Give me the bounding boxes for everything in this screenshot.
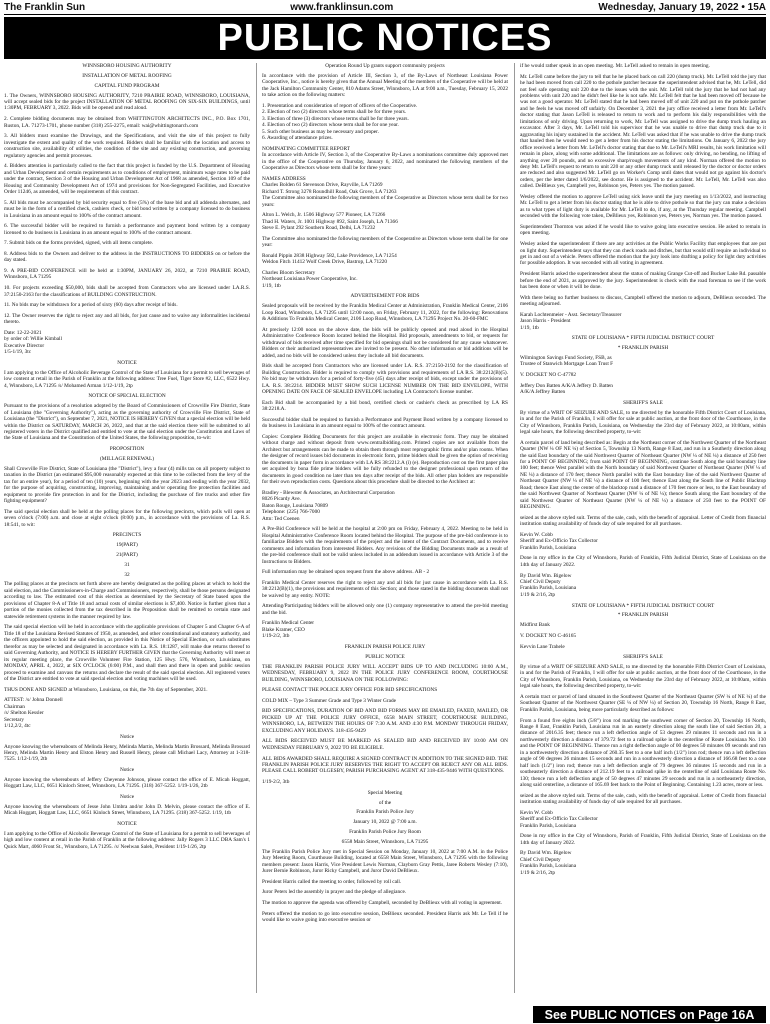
notice-text: Franklin Medical Center: [262, 620, 315, 627]
notice-text: Kevvin Lane Trahele: [520, 643, 565, 650]
continued-banner[interactable]: See PUBLIC NOTICES on Page 16A: [533, 1006, 766, 1023]
notice-text: 2. Complete bidding documents may be obtained from WHITTINGTON ARCHITECTS INC., P.O. Box 1701, Ruston, LA. 71273-1701, phone number (318) 255-2275, email: wai@whittingtonarch.com: [4, 116, 250, 129]
notice-text: 3. All bidders must examine the Drawings, and the Specifications, and visit the site of this project to fully investigate the extent and quality of the work required. Bidders shall be familiar with the location and access to construction site, availability of utilities, the condition of the site and any existing construction, and governing regulatory agencies and permit processes.: [4, 133, 250, 159]
notice-text: Successful bidder shall be required to furnish a Performance and Payment Bond written by a company licensed to do business in Louisiana in an amount equal to 100% of the contract amount.: [262, 416, 508, 430]
notice-heading: 19(PART): [116, 542, 138, 549]
notice-text: Jason Harris - President: [520, 318, 571, 325]
notice-heading: INSTALLATION OF METAL ROOFING: [82, 72, 172, 79]
notice-text: NAMES ADDRESS: [262, 175, 306, 182]
column-divider: [514, 63, 515, 993]
notice-text: The said special election shall be held at the polling places for the following precincts, which polls will open at seven o'clock (7:00) a.m. and close at eight o'clock (8:00) p.m., in accordance with the provisions of La. R.S. 18:541, to wit:: [4, 508, 250, 528]
notice-text: Peters offered the motion to go into executive session, DeBlieux seconded. President Harris ask Mr. Le Tell if he would like to waive going into executive session or: [262, 910, 508, 924]
notice-heading: SHERIFF'S SALE: [623, 399, 663, 406]
notice-text: Shall Crowville Fire District, State of Louisiana (the "District"), levy a four (4) mills tax on all property subject to taxation in the District (an estimated $95,000 reasonably expected at this time to be collected from the levy of the tax for an entire year), for a period of ten (10) years, beginning with the year 2023 and ending with the year 2032, for the purpose of acquiring, constructing, improving, maintaining and/or operating fire protection facilities and equipment to provide fire protection in and for the District, including the purchase of fire trucks and other fire fighting equipment?: [4, 465, 250, 505]
notice-text: COLD MIX – Type 3 Summer Grade and Type 3 Winter Grade: [262, 697, 396, 704]
notice-heading: NOTICE: [117, 359, 137, 366]
notice-text: /s/ Shelton Kessler: [4, 710, 44, 717]
notice-text: 1. The Owners, WINNSBORO HOUSING AUTHORITY, 7210 PRAIRIE ROAD, WINNSBORO, LOUISIANA, will accept sealed bids for the project INSTALLATION OF METAL ROOFING ON SIX-SIX BUILDINGS, until 1:30PM, FEBRUARY 3, 2022. Bids will be opened and read aloud.: [4, 92, 250, 112]
notice-text: Done in my office in the City of Winnsboro, Parish of Franklin, Fifth Judicial District, State of Louisiana on the 14th day of January 2022.: [520, 555, 766, 568]
notice-text: Franklin Parish, Louisiana: [520, 585, 577, 592]
notice-text: 1/12,2/2, 4tc: [4, 723, 31, 730]
notice-heading: Special Meeting: [367, 789, 403, 796]
notice-text: Sheriff and Ex-Officio Tax Collector: [520, 816, 598, 823]
notice-text: Attending/Participating bidders will be allowed only one (1) company representative to attend the pre-bid meeting and the bid.: [262, 603, 508, 616]
notice-text: I am applying to the Office of Alcoholic Beverage Control of the State of Louisiana for a permit to sell beverages of high and low content at retail in the Parish of Franklin at the following address: Jally Rogers 3 LLC DBA Sam's 1 Quick Mart, 4060 Front St., Winnsboro, LA 71295. /s/ Neelwan Saleh, President 1/19-1/26, 2tp: [4, 830, 250, 850]
notice-text: Jeffery Don Batten A/K/A Jeffery D. Batten: [520, 382, 613, 389]
notice-text: I am applying to the Office of Alcoholic Beverage Control of the State of Louisiana for a permit to sell beverages of low content at retail in the Parish of Franklin at the following address: Tree Fuel, Tiger Store #2, LLC, 6522 Hwy. 4, Winnsboro, LA 71295 /s/ Mohamed Arman 1/12-1/19, 2tp: [4, 369, 250, 389]
column-divider: [256, 63, 257, 993]
notice-text: Northeast Louisiana Power Cooperative, Inc.: [262, 276, 358, 283]
notice-text: 12. The Owner reserves the right to reject any and all bids, for just cause and to waive any informalities incidental thereto.: [4, 312, 250, 326]
notice-text: Franklin Medical Center reserves the right to reject any and all bids for just cause in accordance with La. R.S. 38:2212(B)(1), the provisions and requirements of this Section; and those stated in the bidding documents shall not be waived by any entity. NOTE:: [262, 579, 508, 599]
column-1: [4, 63, 250, 993]
notice-text: Thad H. Waters, Jr. 1001 Highway 892, Saint Joseph, LA 71366: [262, 218, 398, 225]
notice-heading: Operation Round Up grants support community projects: [325, 63, 445, 69]
notice-text: Karah Lochtenmeier - Asst. Secretary/Treasurer: [520, 311, 622, 318]
notice-text: ALL BIDS AWARDED SHALL REQUIRE A SIGNED CONTRACT IN ADDITION TO THE SIGNED BID. THE FRANKLIN PARISH POLICE JURY RESERVES THE RIGHT TO ACCEPT OR REJECT ANY OR ALL BIDS. PLEASE CALL ROBERT OLGESBY, PARISH PURCHASING AGENT AT 318-435-9446 WITH QUESTIONS.: [262, 755, 508, 775]
notice-text: The Franklin Parish Police Jury met in Special Session on Monday, January 10, 2022 at 7:00 A.M. in the Police Jury Meeting Room, Courthouse Building, located at 6558 Main Street, Winnsboro, LA 71295 with the following members present: Jason Harris, Vice President Lewis Norman, Clayborn Gray Pettis, Jaree Roberts Wesley (7:10), Jurer Bernie Robinson, Juror Ricky Campbell, and Juror David DeBlieux.: [262, 848, 508, 875]
notice-text: Blake Kramer, CEO: [262, 626, 305, 633]
notice-text: Sheriff and Ex-Officio Tax Collector: [520, 538, 598, 545]
notice-text: 10. For projects exceeding $50,000, bids shall be accepted from Contractors who are licensed under LA.R.S. 37:2150-2163 for the classifications of BUILDING CONSTRUCTION.: [4, 285, 250, 298]
notice-heading: Notice: [119, 767, 135, 774]
notice-heading: FRANKLIN PARISH POLICE JURY: [344, 643, 426, 650]
notice-text: A Pre-Bid Conference will be held at the hospital at 2:00 pm on Friday, February 4, 2022. Meeting to be held in Hospital Administrative Conference Room located behind the Hospital. The purpose of the pre-bid conference is to familiarize Bidders with the requirements of the project and the intent of the Contract Documents, and to receive comments and information from interested Bidders. Any revisions of the Bidding Documents made as a result of the pre-bid conference shall not be valid unless included in an addendum issued in accordance with Article 3 of the Instructions to Bidders.: [262, 526, 508, 565]
notice-text: Mr. LeTell came before the jury to tell that he he placed back on call 220 (dump truck). Mr. LeTell told the jury that he had been moved from call 220 to the pothole patcher because the superintendent advised that he, Mr. LeTell, did not feel safe operating unit 220 due to the issues with the unit. Mr. LeTell told the jury that he had not had any problems with unit 220 and he didn't feel like he is not safe. Mr. LeTell felt that he had been moved off because he was not a good operator. Mr. LeTell stated that he had been moved off of unit 220 and put on the pothole patcher and he feels he was moved off unfairly. On December 3, 2021 the jury office received a letter from Mr. LeTell's doctor stating that Jason LeTell is released to return to work and to perform his daily responsibilities with the limitations of only driving. Upon returning to work, Mr. LeTell was assigned to drive the dump truck hauling an excavator. After 3 days, Mr. LeTell told his supervisor that he was unable to drive that dump truck due to it aggravating his injury sustained in the accident. Mr. LeTell was asked that if he was unable to drive the dump truck that hauled then he would need to get a letter from his doctor stating the limitations. On January 6, 2022 the jury office received a letter from Mr. LeTell's doctor stating that due to Mr. LeTell's MRI results, his work limitation will remain in place, along with some additional. The limitations are as follows: only driving, no bending, no lifting of anything over 20 pounds, and no excessive sharp/rough movements of any kind. Norman offered the motion to deny Mr. LeTell's request to return to unit 220 or any other dump truck until released by the doctor or doctor orders are reduced and also suggested Mr. LeTell go on Worker's Comp until dates that would not go against his doctor's orders, per the letter dated 1/6/2022, see doctor. He is assigned to the accident. Mr. LeTell, Mr. LeTell was also called. DeBlieux yes, Campbell yes, Robinson yes, Peters yes. The motion passed.: [520, 73, 766, 190]
notice-text: seized as the above styled suit. Terms of the sale, cash, with the benefit of appraisal. Letter of Credit from financial institution stating availability of funds day of sale required for all purchases.: [520, 514, 766, 528]
notice-text: The said special election will be held in accordance with the applicable provisions of Chapter 5 and Chapter 6-A of Title 18 of the Louisiana Revised Statutes of 1950, as amended, and other constitutional and statutory authority, and the officers appointed to hold the said election, as provided in this Notice of Special Election, or such substitutes therefor as may be selected and designated in accordance with La. R.S. 18:1287, will make due returns thereof to said Governing Authority, and NOTICE IS HEREBY FURTHER GIVEN that the Governing Authority will meet at its regular meeting place, the Crowville Volunteer Fire Station, 125 Hwy. 576, Winnsboro, Louisiana, on MONDAY, APRIL 4, 2022, at SIX O'CLOCK (6:00) P.M., and shall then and there in open and public session proceed to examine and canvass the returns and declare the result of the said special election. All registered voters of the District are entitled to vote at said special election and voting machines will be used.: [4, 624, 250, 682]
notice-heading: Franklin Parish Police Jury: [356, 809, 414, 816]
notice-text: With there being no further business to discuss, Campbell offered the motion to adjourn, DeBlieux seconded. The meeting adjourned.: [520, 294, 766, 308]
notice-heading: STATE OF LOUISIANA * FIFTH JUDICIAL DISTRICT COURT: [571, 335, 715, 342]
notice-heading: NOTICE: [117, 820, 137, 827]
notice-heading: PRECINCTS: [112, 532, 142, 539]
page-header: [4, 0, 766, 14]
notice-text: Pursuant to the provisions of a resolution adopted by the Board of Commissioners of Crowville Fire District, State of Louisiana (the "Governing Authority"), acting as the governing authority of Crowville Fire District, State of Louisiana (the "District"), on September 7, 2021, NOTICE IS HEREBY GIVEN that a special election will be held within the District on SATURDAY, MARCH 26, 2022, and that at the said election there will be submitted to all registered voters in the District qualified and entitled to vote at the said election under the Constitution and Laws of the State of Louisiana and the Constitution of the United States, the following proposition, to-wit:: [4, 403, 250, 442]
notice-text: 3. Election of three (3) directors whose terms shall be for three years.: [262, 115, 409, 122]
notice-text: THE FRANKLIN PARISH POLICE JURY WILL ACCEPT BIDS UP TO AND INCLUDING 10:00 A.M., WEDNESDAY, FEBRUARY 9, 2022 IN THE POLICE JURY CONFERENCE ROOM, COURTHOUSE BUILDING, WINNSBORO, LOUISIANA ON THE FOLLOWING:: [262, 663, 508, 683]
notice-text: From a found five eights inch (5/8") iron rod marking the southwest corner of Section 20, Township 16 North, Range 8 East, Franklin Parish, Louisiana run in an easterly direction along the south line of said Section 20, a distance of 2016.35 feet; thence run a left deflection angle of 53 degrees 29 minutes 11 seconds and run in a northwesterly direction a distance of 379.72 feet to a railroad spike in the centerline of Route Louisiana No. 130 and the POINT OF BEGINNING. Thence run a right deflection angle of 00 degrees 50 minutes 09 seconds and run in a northwesterly direction a distance of 260.35 feet to a one half inch (1/2") iron rod; thence run a left deflection angle of 90 degrees 26 minutes 15 seconds and run in a southwesterly direction a distance of 166.68 feet to a one half inch (1/2") iron rod; thence run a left deflection angle of 79 degrees 36 minutes 15 seconds and run in a southeasterly direction a distance of 212.19 feet to a railroad spike in the centerline of said Louisiana Route No. 130; thence run a left deflection angle of 50 degrees 47 minutes 29 seconds and run in a northeasterly direction, along said centerline, a distance of 165.69 feet back to the Point of Beginning. Containing 1.23 acres, more or less.: [520, 717, 766, 789]
notice-heading: Franklin Parish Police Jury Room: [349, 829, 421, 836]
notice-text: A/K/A Jeffrey Batten: [520, 389, 566, 396]
notice-text: 1/19 & 2/16, 2tp: [520, 869, 556, 876]
notice-heading: January 10, 2022 @ 7:00 a.m.: [353, 819, 417, 826]
issue-date: Wednesday, January 19, 2022 • 15A: [598, 1, 766, 13]
notice-heading: PUBLIC NOTICE: [365, 653, 405, 660]
notice-heading: WINNSBORO HOUSING AUTHORITY: [82, 63, 172, 69]
notice-text: 6. The successful bidder will be required to furnish a performance and payment bond written by a company licensed to do business in Louisiana in an amount equal to 100% of the contract amount.: [4, 223, 250, 236]
notice-text: Anyone knowing the whereabouts of Melinda Henry, Melinda Martin, Melinda Martin Brossard, Melinda Brossard Henry, Melinda Martin Henry and Elston Henry and Russell Henry, please call Michael Lacy, Attorney at 1-318-7525. 1/12-1/19, 2tb: [4, 743, 250, 763]
notice-text: Kevin W. Cobb: [520, 531, 553, 538]
notice-text: A certain parcel of land being described as: Begin at the Northeast corner of the Northwest Quarter of the Northeast Quarter (NW ¼ OF NE ¼) of Section 5, Township 13 North, Range 8 East, and run in a Southerly direction along the said East boundary of the said Northwest Quarter of Northeast Quarter (NW ¼ of NE ¼) a distance of 250 feet for a POINT OF BEGINNING; from said POINT OF BEGINNING, continue South along the said boundary line 100 feet; thence West parallel with the North boundary of said Northwest Quarter of Northeast Quarter (NW ¼ of NE ¼) a distance of 170 feet; thence North parallel with the East boundary line of the said Northwest Quarter of Northeast Quarter (NW ¼ of NE ¼) a distance of 100 feet; thence East along the South line of Public Blacktop Road; thence East along the center of the blacktop road a distance of 170 feet more or less, to the East boundary of the said Northwest Quarter of Northeast Quarter (NW ¼ of NE ¼); thence South along the East boundary of the said Northwest Quarter of Northeast Quarter (NW ¼ of NE ¼) a distance of 250 feet to the POINT OF BEGINNING.: [520, 439, 766, 511]
notice-text: NOMINATING COMMITTEE REPORT: [262, 145, 350, 152]
notice-text: Charles Bloom Secretary: [262, 269, 316, 276]
notice-text: Sealed proposals will be received by the Franklin Medical Center at Administration, Franklin Medical Center, 2106 Loop Road, Winnsboro, LA 71295 until 12:00 noon, on Friday, February 11, 2022, for the following: Renovations & Additions To Franklin Medical Center, 2106 Loop Road, Winnsboro, LA 71295 Project No. 20-60-FMC: [262, 303, 508, 323]
notice-text: Anyone knowing the whereabouts of Jeffery Cheyenne Johnson, please contact the office of E. Micah Hoggatt, Hoggatt Law, LLC, 6651 Kinloch Street, Winnsboro, LA 71295. (318) 367-5252. 1/19-1/26, 2tb: [4, 776, 250, 790]
notice-text: 11. No bids may be withdrawn for a period of sixty (60) days after receipt of bids.: [4, 302, 178, 309]
notice-text: PLEASE CONTACT THE POLICE JURY OFFICE FOR BID SPECIFICATIONS: [262, 687, 438, 694]
notice-text: BID SPECIFICATIONS, DURATION OF BID AND BID FORMS MAY BE EMAILED, FAXED, MAILED, OR PICKED UP AT THE POLICE JURY OFFICE, 6558 MAIN STREET, COURTHOUSE BUILDING, WINNSBORO, LA, BETWEEN THE HOURS OF 7:30 A.M. AND 4:30 P.M. MONDAY THROUGH FRIDAY, EXCLUDING ANY HOLIDAYS. 318-435-9429: [262, 708, 508, 734]
notice-heading: 6558 Main Street, Winnsboro, LA 71295: [341, 838, 429, 845]
notice-text: 5. All bids must be accompanied by bid security equal to five (5%) of the base bid and all addenda alternates, and must be in the form of a certified check, cashiers check, or bid bond written by a company licensed to do business in Louisiana in an amount equal to 100% of the contract amount.: [4, 199, 250, 219]
notice-text: Copies: Complete Bidding Documents for this project are available in electronic form. They may be obtained without charge and without deposit from www.centralbidding.com. Printed copies are not available from the Architect but arrangements can be made to obtain them through most reprographic firms and/or plan rooms. When the designer of record issues bid documents in electronic form, prime bidders shall be given the option of receiving the documents in paper form in accordance with LA RS 38:2212.A (i) (e). Reproduction cost on the first paper plan set acquired by bona fide prime bidders will be fully refunded to the designer professional upon return of the documents in good condition no later than ten days after receipt of the bids. All other plan holders are responsible for their own reproduction costs. Questions about this procedure shall be directed to the Architect at:: [262, 433, 508, 486]
notice-text: In accordance with the provision of Article III, Section 3, of the By-Laws of Northeast Louisiana Power Cooperative, Inc., notice is hereby given that the Annual Meeting of the members of the Cooperative will be held at the Jack Hamilton Community Center, 810 Adams Street, Winnsboro, LA at 9:00 a.m., Tuesday, February 15, 2022 to take action on the following matters:: [262, 72, 508, 99]
notice-text: 1/19, 1tb: [262, 282, 281, 289]
section-banner: PUBLIC NOTICES: [4, 17, 766, 59]
notice-text: Franklin Parish, Louisiana: [520, 544, 577, 551]
notice-text: Franklin Parish, Louisiana: [520, 822, 577, 829]
newspaper-name: The Franklin Sun: [4, 1, 86, 13]
notice-text: 6. Awarding of attendance prizes.: [262, 135, 333, 142]
notice-text: if he would rather speak in an open meeting. Mr. LeTell asked to remain in open meeting.: [520, 63, 710, 69]
notice-text: Wilmington Savings Fund Society, FSB, as: [520, 354, 612, 361]
notice-heading: NOTICE OF SPECIAL ELECTION: [88, 393, 166, 400]
notice-text: ALL BIDS RECEIVED MUST BE MARKED AS SEALED BID AND RECEIVED BY 10:00 AM ON WEDNESDAY FEBRUARY 9, 2022 TO BE ELIGIBLE.: [262, 738, 508, 751]
notice-text: Superintendent Thornton was asked if he would like to waive going into executive session. He asked to remain in open meeting.: [520, 223, 766, 237]
notice-heading: 31: [124, 561, 130, 568]
notice-text: 1/19-2/2, 3tb: [262, 633, 290, 640]
notice-text: President Harris called the meeting to order, followed by roll call.: [262, 878, 402, 885]
notice-text: 1/5-1/19, 3tc: [4, 349, 32, 356]
notice-text: 9. A PRE-BID CONFERENCE will be held at 1:30PM, JANUARY 26, 2022, at 7210 PRAIRIE ROAD, Winnsboro, LA 71295: [4, 268, 250, 281]
notice-text: Full information may be obtained upon request from the above address. AB - 2: [262, 569, 430, 576]
notice-text: Baton Rouge, Louisiana 70809: [262, 502, 328, 509]
notice-heading: STATE OF LOUISIANA * FIFTH JUDICIAL DISTRICT COURT: [571, 602, 715, 609]
notice-text: Secretary: [4, 716, 24, 723]
notice-text: seized as the above styled suit. Terms of the sale, cash, with the benefit of appraisal. Letter of Credit from financial institution stating availability of funds day of sale required for all purchases.: [520, 792, 766, 806]
notice-text: 8. Address bids to the Owners and deliver to the address in the INSTRUCTIONS TO BIDDERS on or before the day stated.: [4, 250, 250, 264]
notice-heading: Notice: [119, 733, 135, 740]
notice-heading: CAPITAL FUND PROGRAM: [94, 82, 160, 89]
notice-heading: PROPOSITION: [109, 446, 145, 453]
notice-heading: Notice: [119, 794, 135, 801]
notice-text: Date: 12-22-2021: [4, 329, 42, 336]
notice-text: Alton L. Welch, Jr. 1506 Highway 577 Pioneer, LA 71266: [262, 212, 386, 219]
notice-text: Charles Bolden 61 Stevenson Drive, Rayville, LA 71269: [262, 182, 383, 189]
notice-text: Trustee of Stanwich Mortgage Loan Trust F: [520, 361, 614, 368]
notice-text: By virtue of a WRIT OF SEIZURE AND SALE, to me directed by the honorable Fifth District Court of Louisiana, in and for the Parish of Franklin, I will offer for sale at public auction, at the front door of the Courthouse, in the City of Winnsboro, Franklin Parish, Louisiana, on Wednesday the 23rd day of February 2022, at 10:00am, within legal sale hours, the following described property, to-wit:: [520, 663, 766, 690]
notice-text: by order of: Willie Kimball: [4, 336, 62, 343]
notice-text: Executive Director: [4, 342, 45, 349]
notice-text: 7. Submit bids on the forms provided, signed, with all items complete.: [4, 240, 154, 247]
notice-text: By David Wm. Bigelow: [520, 572, 572, 579]
notice-text: Telephone: (225) 766-7000: [262, 509, 320, 516]
notice-text: 1. Presentation and consideration of report of officers of the Cooperative.: [262, 102, 418, 109]
notice-text: 1/19 & 2/16, 2tp: [520, 591, 556, 598]
notice-text: In accordance with Article IV, Section 3, of the Cooperative By-Laws a nominations committee duly approved met in the office of the Cooperative on Thursday, January 6, 2022, and nominated the following members of the Cooperative as Directors whose term shall be for three years:: [262, 152, 508, 172]
notice-heading: SHERIFF'S SALE: [623, 654, 663, 661]
notice-text: The Committee also nominated the following members of the Cooperative as Directors whose term shall be for two years:: [262, 195, 508, 208]
notice-text: Attn: Ted Coenen: [262, 515, 300, 522]
notice-text: Chief Civil Deputy: [520, 856, 561, 863]
notice-text: By virtue of a WRIT OF SEIZURE AND SALE, to me directed by the honorable Fifth District Court of Louisiana, in and for the Parish of Franklin, I will offer for sale at public auction, at the front door of the Courthouse, in the City of Winnsboro, Franklin Parish, Louisiana, on Wednesday the 23rd day of February 2022, at 10:00am, within legal sale hours, the following described property, to-wit:: [520, 409, 766, 435]
notice-text: Ronald Pippin 2838 Highway 582, Lake Providence, LA 71254: [262, 252, 397, 259]
notice-text: The motion to approve the agenda was offered by Campbell, seconded by DeBlieux with all voting in agreement.: [262, 900, 503, 907]
notice-text: V. DOCKET NO C-47782: [520, 372, 577, 379]
header-rule: [4, 14, 766, 15]
notice-heading: * FRANKLIN PARISH: [617, 612, 669, 619]
notice-text: Done in my office in the City of Winnsboro, Parish of Franklin, Fifth Judicial District, State of Louisiana on the 14th day of January 2022.: [520, 833, 766, 846]
notice-text: Kevin W. Cobb: [520, 809, 553, 816]
notice-text: President Harris asked the superintendent about the status of making Grange Cut-off and Bucker Lake Rd. passable before the end of 2021, as approved by the jury. Superintendent is check with the road foreman to see if the work has been done or when it will be done.: [520, 271, 766, 290]
notice-text: Franklin Parish, Louisiana: [520, 863, 577, 870]
notice-heading: 32: [124, 571, 130, 578]
notice-text: 4. Bidders attention is particularly called to the fact that this project is funded by the U.S. Department of Housing and Urban Development and certain requirements as to conditions of employment, minimum wage rates to be paid under the contract, Section 3 of the Housing and Urban Development Act of 1968 as amended, Section 109 of the Housing and Community Development Act of 1974 and provisions for Non-Segregated Facilities, and Executive Order 11246, as amended, will be requirements of this contract.: [4, 163, 250, 195]
notice-text: At precisely 12:00 noon on the above date, the bids will be publicly opened and read aloud in the Hospital Administrative Conference Room located behind the Hospital. Bid proposals, amendments to bid, or requests for withdrawal of bids received after time specified for bid openings shall not be considered for any cause whatsoever. Bidders or their authorized representatives are invited to be present. No other information or bid additions will be added, and no bids will be considered unless they include all bid documents.: [262, 326, 508, 359]
notice-text: Bradley - Blewster & Associates, an Architectural Corporation: [262, 489, 395, 496]
notice-text: Midfirst Bank: [520, 622, 550, 629]
notice-text: Wesley asked the superintendent if there are any activities at the Public Works Facility that employees that are put on light duty. Superintendent says that they can check roads and ditches, but that would still require an individual to get in and out of a vehicle. Peters offered the motion that the jury look into drafting a policy for light duty activities for possible adoption. It was seconded with all voting in agreement.: [520, 241, 766, 267]
notice-text: 2. Election of two (2) directors whose terms shall be for three years.: [262, 109, 407, 116]
notice-text: Chairman: [4, 703, 25, 710]
notice-text: 5. Such other business as may be necessary and proper.: [262, 128, 379, 135]
notice-text: By David Wm. Bigelow: [520, 850, 572, 857]
column-3: [520, 63, 766, 993]
notice-text: 8026 Picardy Ave.: [262, 496, 301, 503]
website-url[interactable]: www.franklinsun.com: [290, 1, 394, 13]
notice-text: Anyone knowing the whereabouts of Jesse John Umbra and/or John D. Melvin, please contact the office of E. Micah Hoggatt, Hoggatt Law, LLC, 6651 Kinloch Street, Winnsboro, LA 71295. (318) 367-5252. 1/19, 1tb: [4, 803, 250, 817]
notice-text: 4. Election of two (2) directors whose term shall be for one year.: [262, 122, 399, 129]
notice-heading: 21(PART): [116, 551, 138, 558]
notice-text: The polling places at the precincts set forth above are hereby designated as the polling places at which to hold the said election, and the Commissioners-in-Charge and Commissioners, respectively, shall be those persons designated according to law. The estimated cost of this election as determined by the Secretary of State based upon the provisions of Chapter 8-A of Title 18 and actual costs of similar elections is $7,400. Notice is further given that a portion of the monies collected from the tax described in the Proposition shall be remitted to certain state and statewide retirement systems in the manner required by law.: [4, 581, 250, 620]
notice-text: Each Bid shall be accompanied by a bid bond, certified check or cashier's check as prescribed by LA RS 38:2218.A.: [262, 399, 508, 413]
notice-text: THUS DONE AND SIGNED at Winnsboro, Louisiana, on this, the 7th day of September, 2021.: [4, 686, 208, 693]
notice-text: V. DOCKET NO C-46165: [520, 632, 577, 639]
notice-text: A certain tract or parcel of land situated in the Southwest Quarter of the Northeast Quarter (SW ¼ of NE ¼) of the Southeast Quarter of the Northwest Quarter (SE ¼ of NW ¼) of Section 20, Township 16 North, Range 8 East, Franklin Parish, Louisiana, being more particularly described as follows:: [520, 693, 766, 713]
notice-text: The Committee also nominated the following members of the Cooperative as Directors whose term shall be for one year:: [262, 235, 508, 249]
notice-text: Weldon Fitch 11412 Wolf Creek Drive, Bastrop, LA 71220: [262, 259, 388, 266]
notice-text: Steve E. Pylant 292 Southern Road, Delhi, LA 71232: [262, 225, 376, 232]
notice-text: 1/19, 1tb: [520, 324, 539, 331]
column-2: [262, 63, 508, 993]
notice-heading: * FRANKLIN PARISH: [617, 345, 669, 352]
notice-text: Richard T. Strong 3278 Roundhill Road, Oak Grove, LA 71263: [262, 188, 397, 195]
notice-heading: ADVERTISEMENT FOR BIDS: [350, 293, 420, 300]
notice-heading: (MILLAGE RENEWAL): [100, 455, 154, 462]
notice-text: Chief Civil Deputy: [520, 578, 561, 585]
notice-text: Bids shall be accepted from Contractors who are licensed under LA. R.S. 37:2150-2192 for the classification of Building Construction. Bidder is required to comply with provisions and requirements of LA R.S. 38:2212(B)(5). No bid may be withdrawn for a period of forty-five (45) days after receipt of bids, except under the provisions of LA. R.S. 38:2214. BIDDER MUST SHOW SUCH LICENSE NUMBER ON THE BID ENVELOPE, WITH OPENING DATE ON FACE OF SEALED ENVELOPE including LA Contractor's license number.: [262, 363, 508, 396]
notice-heading: of the: [378, 799, 392, 806]
notice-text: 1/19-2/2, 3tb: [262, 779, 290, 786]
notice-text: Juror Peters led the assembly in prayer and the pledge of allegiance.: [262, 889, 407, 896]
notice-text: Wesley offered the motion to approve LeTell using sick leave until the jury meeting on 1/13/2022, and instructing Mr. LeTell to get a letter from his doctor stating that he is able to drive pothole so that the jury can make a decision as to what types of light duty is available for Mr. LeTell to do, if any, at the Thursday regular meeting. Campbell seconded with the following vote taken, DeBlieux yes, Robinson yes, Peters yes, Norman yes. The motion passed.: [520, 193, 766, 220]
notice-text: ATTEST: /s/ Johna Donnell: [4, 697, 63, 704]
